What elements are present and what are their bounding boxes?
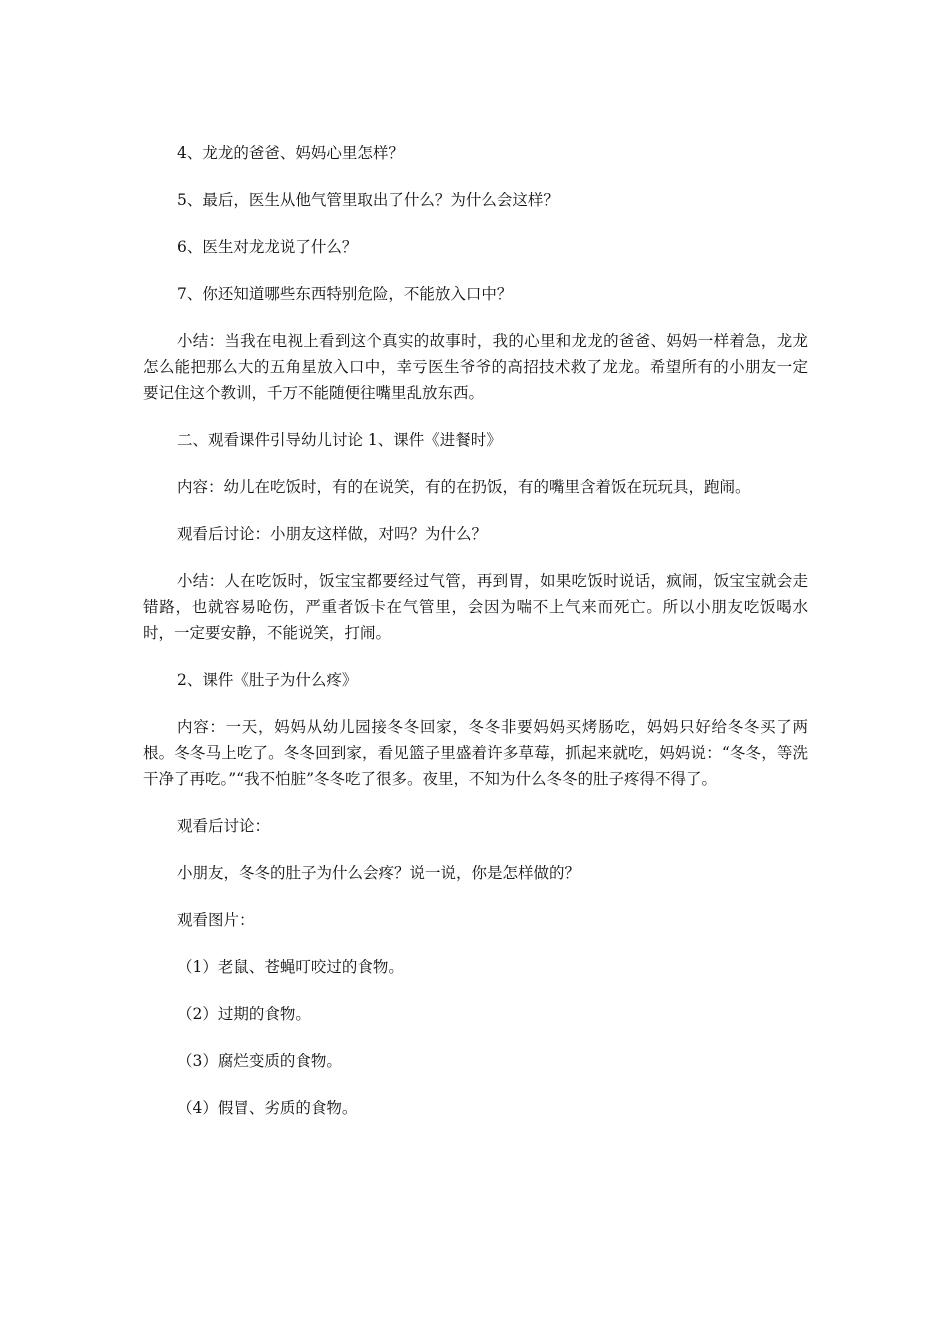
picture-item-1: （1）老鼠、苍蝇叮咬过的食物。 — [177, 958, 404, 976]
courseware-heading-2: 2、课件《肚子为什么疼》 — [177, 671, 358, 689]
document-body — [143, 140, 808, 1121]
content-paragraph-1: 内容：幼儿在吃饭时，有的在说笑，有的在扔饭，有的嘴里含着饭在玩玩具，跑闹。 — [177, 478, 751, 496]
question-5: 5、最后，医生从他气管里取出了什么？为什么会这样？ — [177, 191, 559, 209]
question-7: 7、你还知道哪些东西特别危险，不能放入口中？ — [177, 285, 513, 303]
content-paragraph-2: 内容：一天，妈妈从幼儿园接冬冬回家，冬冬非要妈妈买烤肠吃，妈妈只好给冬冬买了两根。冬冬马上吃了。冬冬回到家，看见篮子里盛着许多草莓，抓起来就吃，妈妈说：“冬冬，等洗干净了再吃。”“我不怕脏”冬冬吃了很多。夜里，不知为什么冬冬的肚子疼得不得了。 — [143, 718, 808, 788]
picture-item-2: （2）过期的食物。 — [177, 1005, 311, 1023]
summary-paragraph-1: 小结：当我在电视上看到这个真实的故事时，我的心里和龙龙的爸爸、妈妈一样着急，龙龙怎么能把那么大的五角星放入口中，幸亏医生爷爷的高招技术救了龙龙。希望所有的小朋友一定要记住这个教训，千万不能随便往嘴里乱放东西。 — [143, 332, 808, 402]
discussion-heading: 观看后讨论： — [177, 817, 271, 835]
section-heading-2: 二、观看课件引导幼儿讨论 1、课件《进餐时》 — [177, 431, 502, 449]
picture-item-3: （3）腐烂变质的食物。 — [177, 1052, 342, 1070]
discussion-question: 小朋友，冬冬的肚子为什么会疼？说一说，你是怎样做的？ — [177, 864, 581, 882]
question-6: 6、医生对龙龙说了什么？ — [177, 238, 358, 256]
discussion-paragraph-1: 观看后讨论：小朋友这样做，对吗？为什么？ — [177, 525, 488, 543]
picture-item-4: （4）假冒、劣质的食物。 — [177, 1099, 358, 1117]
summary-paragraph-2: 小结：人在吃饭时，饭宝宝都要经过气管，再到胃，如果吃饭时说话，疯闹，饭宝宝就会走错路，也就容易呛伤，严重者饭卡在气管里，会因为喘不上气来而死亡。所以小朋友吃饭喝水时，一定要安静，不能说笑，打闹。 — [143, 572, 808, 642]
pictures-heading: 观看图片： — [177, 911, 255, 929]
question-4: 4、龙龙的爸爸、妈妈心里怎样？ — [177, 144, 404, 162]
